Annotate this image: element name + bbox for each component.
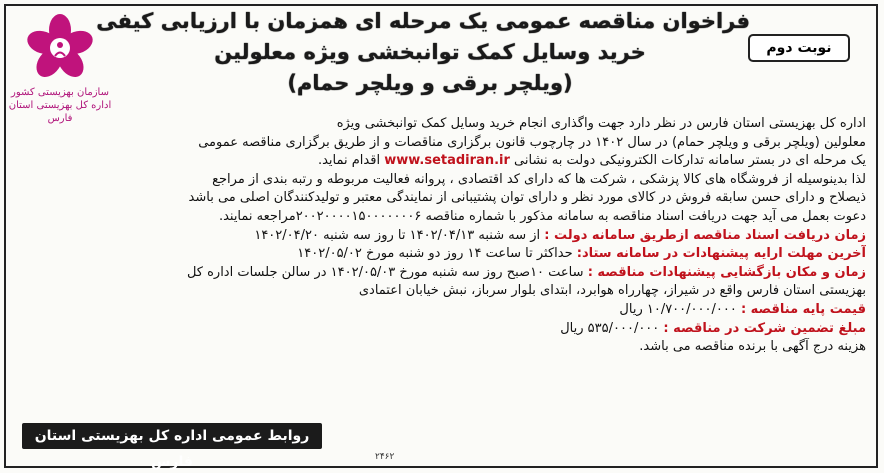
- base-price-row: [14, 301, 866, 320]
- body-line: دعوت بعمل می آید جهت دریافت اسناد مناقصه به سامانه مذکور با شماره مناقصه ۲۰۰۲۰۰۰۰۱۵۰۰۰۰۰۰۰۶مراجعه نمایند.: [218, 208, 866, 224]
- guarantee-row: [14, 320, 866, 339]
- publisher-box: روابط عمومی اداره کل بهزیستی استان فارس: [22, 423, 322, 449]
- body-line: اداره کل بهزیستی استان فارس در نظر دارد جهت واگذاری انجام خرید وسایل کمک توانبخشی ویژه: [336, 116, 866, 131]
- guarantee-value: ۵۳۵/۰۰۰/۰۰۰ ریال: [560, 320, 660, 336]
- opening-label: زمان و مکان بازگشایی پیشنهادات مناقصه :: [587, 264, 866, 280]
- deadline-row: [14, 245, 866, 264]
- notice-body: [14, 115, 866, 357]
- title-line-3: (ویلچر برقی و ویلچر حمام): [287, 71, 573, 95]
- body-line: ذیصلاح و دارای حسن سابقه فروش در کالای مورد نظر و دارای توان پشتیبانی از نمایندگی معتبر و تولیدکنندگان اصلی می باشد: [188, 190, 866, 206]
- opening-address: بهزیستی استان فارس واقع در شیراز، چهارراه هوابرد، ابتدای بلوار سرباز، نبش خیابان اعتمادی: [358, 283, 866, 299]
- opening-value: ساعت ۱۰صبح روز سه شنبه مورخ ۱۴۰۲/۰۵/۰۳ در سالن جلسات اداره کل: [186, 264, 584, 280]
- body-text: یک مرحله ای در بستر سامانه تدارکات الکترونیکی دولت به نشانی: [514, 153, 866, 169]
- body-text: اقدام نماید.: [317, 153, 381, 169]
- guarantee-label: مبلغ تضمین شرکت در مناقصه :: [663, 320, 866, 336]
- round-badge: نوبت دوم: [748, 34, 850, 62]
- body-line: [14, 152, 866, 171]
- base-price-value: ۱۰/۷۰۰/۰۰۰/۰۰۰ ریال: [619, 301, 737, 317]
- base-price-label: قیمت پایه مناقصه :: [740, 301, 866, 317]
- ad-cost-note: هزینه درج آگهی با برنده مناقصه می باشد.: [639, 339, 866, 355]
- body-line: معلولین (ویلچر برقی و ویلچر حمام) در سال ۱۴۰۲ در چارچوب قانون برگزاری مناقصات و از طریق برگزاری مناقصه عمومی: [198, 134, 866, 150]
- title-line-1: فراخوان مناقصه عمومی یک مرحله ای همزمان با ارزیابی کیفی: [96, 9, 750, 33]
- deadline-label: آخرین مهلت ارایه پیشنهادات در سامانه ستاد:: [576, 246, 866, 262]
- docs-period-row: [14, 227, 866, 246]
- setadiran-link[interactable]: www.setadiran.ir: [384, 153, 510, 169]
- notice-title: [96, 6, 750, 99]
- logo-line-1: سازمان بهزیستی کشور: [10, 87, 109, 98]
- docs-period-label: زمان دریافت اسناد مناقصه ازطریق سامانه دولت :: [544, 227, 866, 243]
- docs-period-value: از سه شنبه ۱۴۰۲/۰۴/۱۳ تا روز سه شنبه ۱۴۰۲/۰۴/۲۰: [254, 227, 541, 243]
- title-line-2: خرید وسایل کمک توانبخشی ویژه معلولین: [214, 40, 646, 64]
- deadline-value: حداکثر تا ساعت ۱۴ روز دو شنبه مورخ ۱۴۰۲/۰۵/۰۲: [297, 246, 573, 262]
- notice-code: ۲۴۶۲: [375, 452, 395, 462]
- logo-line-2: اداره کل بهزیستی استان فارس: [8, 100, 112, 124]
- opening-row: [14, 264, 866, 283]
- body-line: لذا بدینوسیله از فروشگاه های کالا پزشکی ، شرکت ها که دارای کد اقتصادی ، پروانه فعالیت مربوطه و رتبه بندی از مراجع: [212, 171, 866, 187]
